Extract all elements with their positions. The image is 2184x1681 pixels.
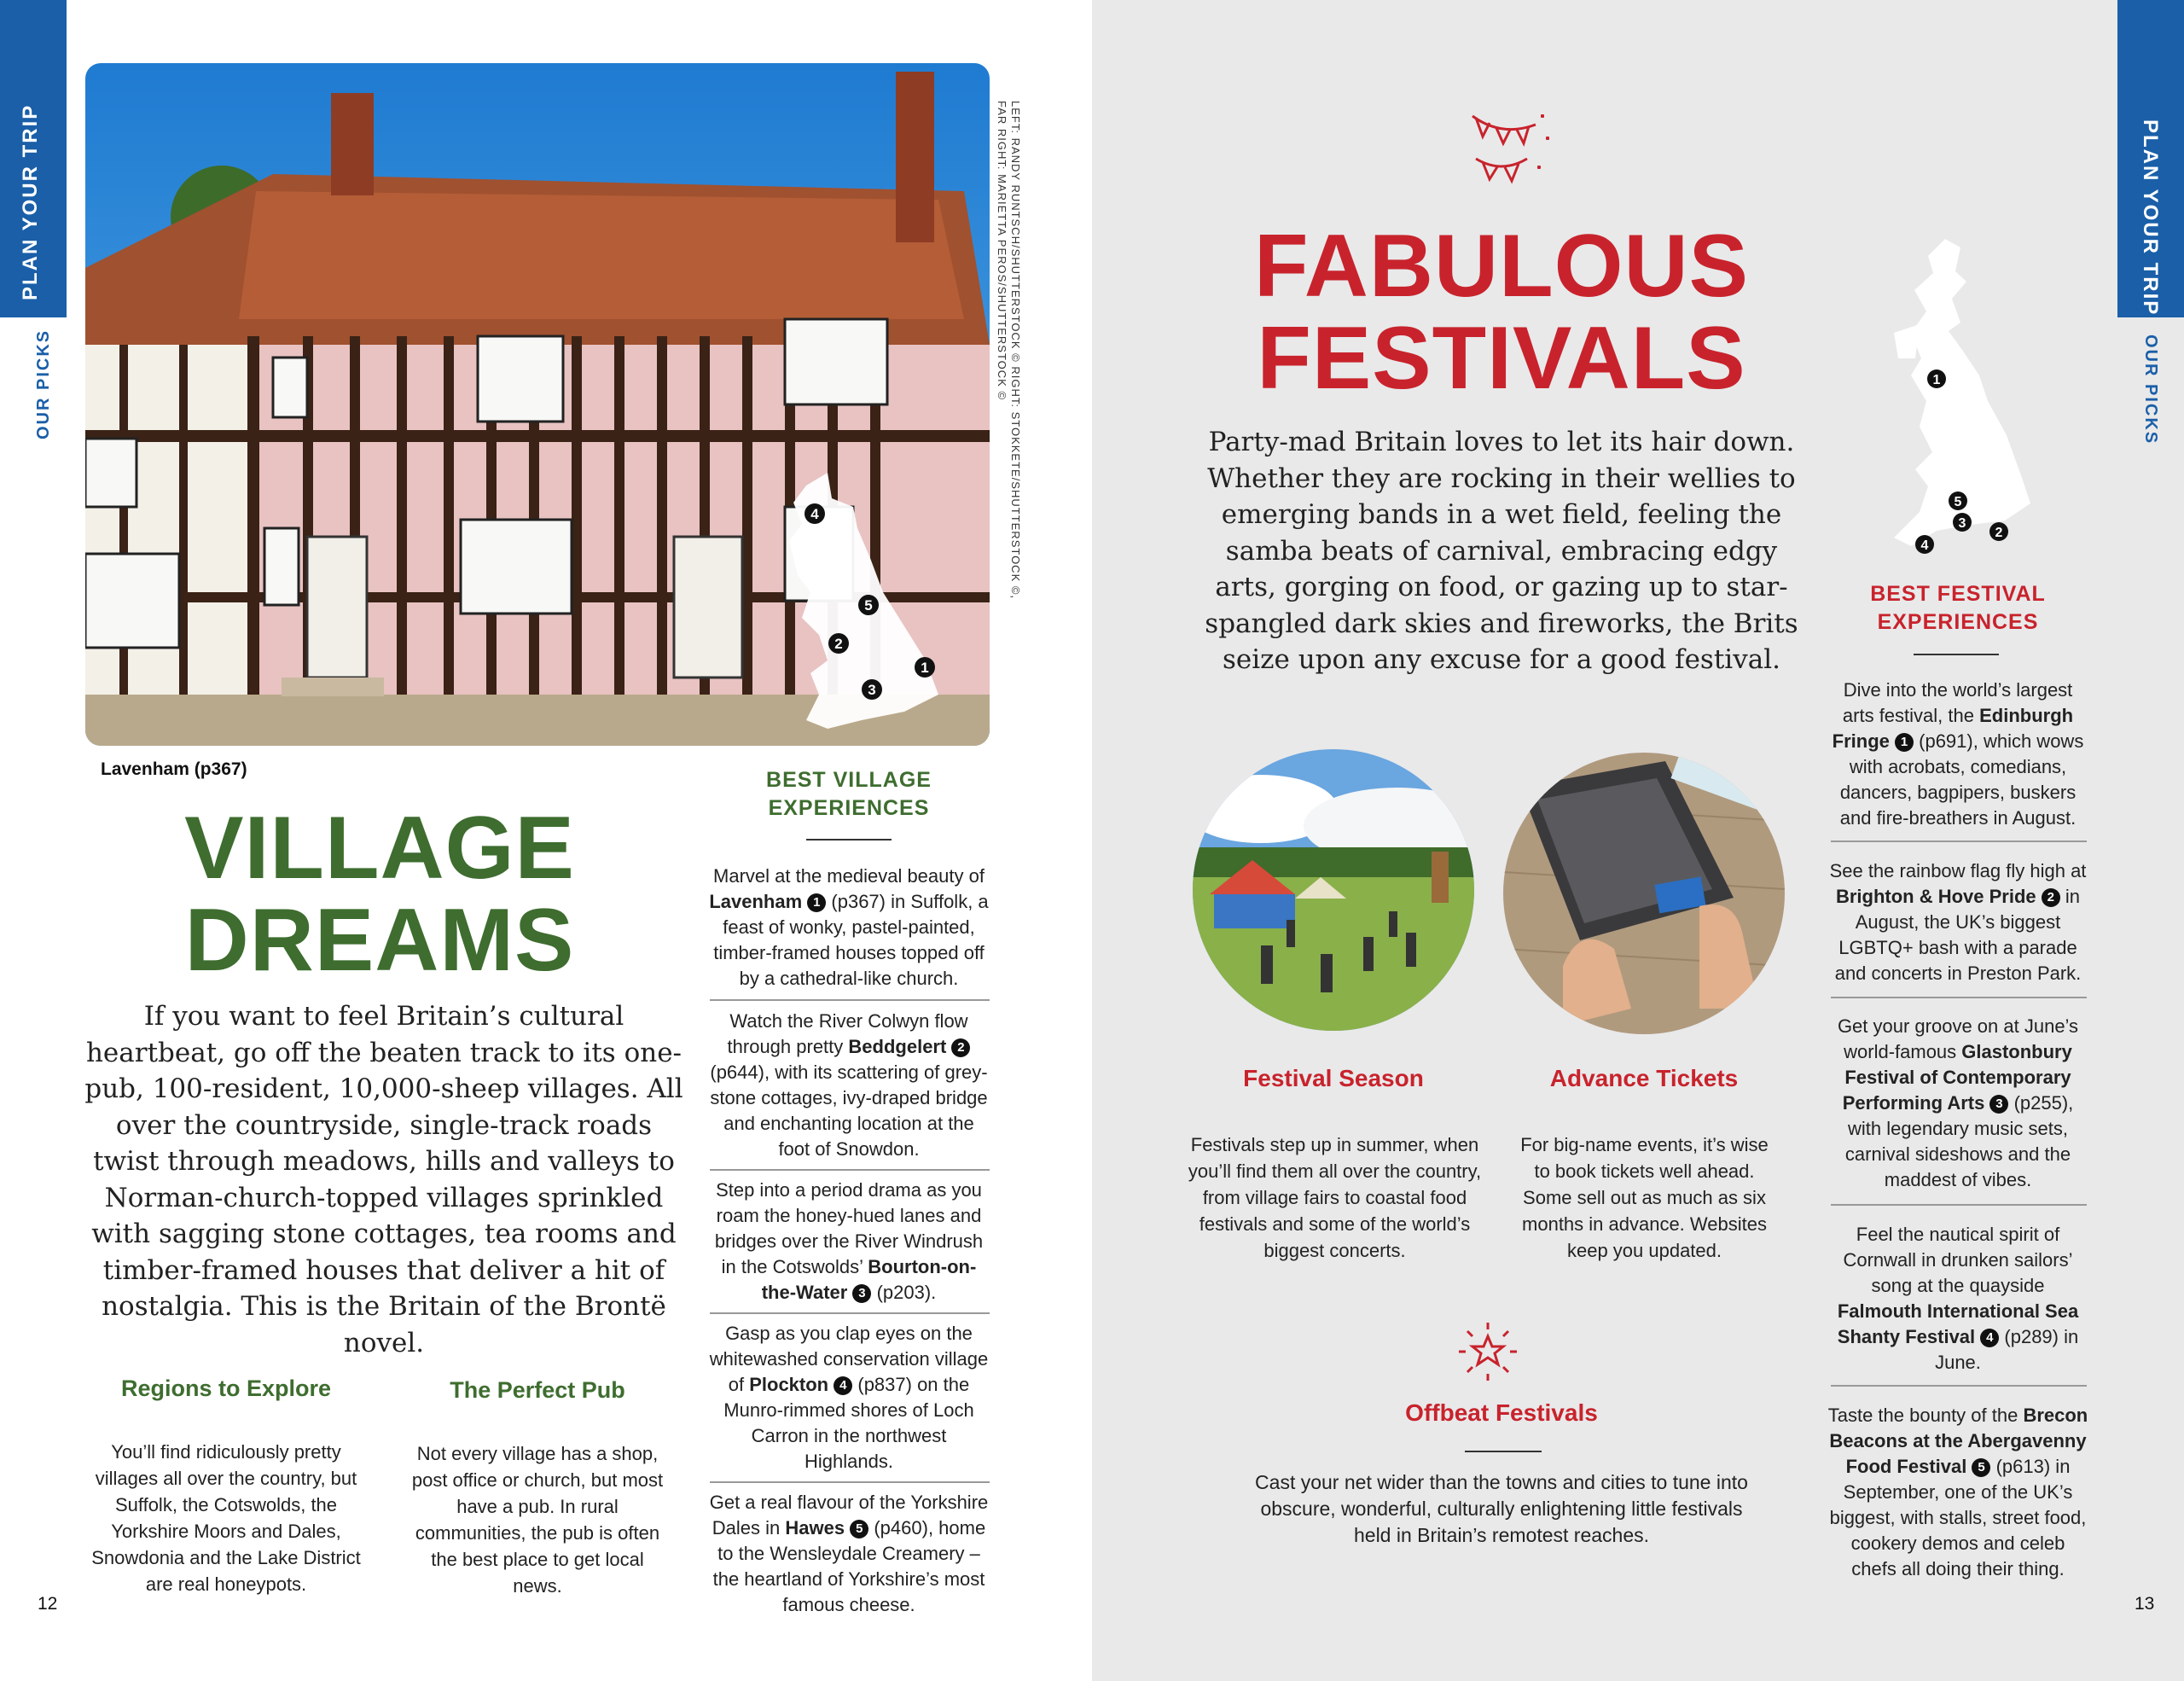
advance-tickets-heading: Advance Tickets xyxy=(1549,1065,1739,1091)
number-badge: 1 xyxy=(807,893,826,912)
credit-line-2: FAR RIGHT: MARIETTA PEROS/SHUTTERSTOCK © xyxy=(996,101,1008,401)
divider xyxy=(1831,1385,2087,1387)
plan-your-trip-tab[interactable] xyxy=(0,0,67,317)
best-village-heading xyxy=(717,766,981,823)
title-line-1: VILLAGE xyxy=(184,799,575,898)
number-badge: 3 xyxy=(1989,1095,2008,1114)
advance-tickets-text: For big-name events, it’s wise to book tickets well ahead. Some sell out as much as six months in advance. Websites keep you updated. xyxy=(1520,1134,1769,1261)
regions-text: You’ll find ridiculously pretty villages all over the country, but Suffolk, the Cotswolds, the Yorkshire Moors and Dales, Snowdonia and the Lake District are real honeypots. xyxy=(91,1441,361,1595)
offbeat-text: Cast your net wider than the towns and cities to tune into obscure, wonderful, culturally enlightening little festivals held in Britain’s remotest reaches. xyxy=(1255,1471,1748,1546)
plan-your-trip-label-right: PLAN YOUR TRIP xyxy=(2139,119,2162,317)
pub-heading: The Perfect Pub xyxy=(450,1377,625,1403)
uk-map-icon xyxy=(1860,230,2039,563)
map-marker-1: 1 xyxy=(1932,373,1941,387)
right-page xyxy=(1092,0,2184,1681)
divider xyxy=(710,999,990,1001)
plan-your-trip-label: PLAN YOUR TRIP xyxy=(19,103,42,300)
title-line-2: FESTIVALS xyxy=(1257,309,1746,408)
star-burst-icon xyxy=(1457,1321,1519,1382)
map-marker-2: 2 xyxy=(834,636,843,652)
title-line-1: FABULOUS xyxy=(1254,217,1749,316)
divider xyxy=(1831,1204,2087,1206)
divider xyxy=(1831,840,2087,842)
best-festival-heading xyxy=(1826,580,2090,637)
title-line-2: DREAMS xyxy=(184,891,575,990)
village-exp-4: Gasp as you clap eyes on the whitewashed conservation village of Plockton 4 (p837) on the Munro-rimmed shores of Loch Carron in the northwest Highlands. xyxy=(709,1323,989,1472)
best-heading-line-1: BEST FESTIVAL xyxy=(1870,582,2046,606)
festival-season-heading: Festival Season xyxy=(1243,1065,1424,1091)
map-marker-2: 2 xyxy=(1995,526,2003,540)
map-marker-1: 1 xyxy=(921,660,929,676)
page-number-left: 12 xyxy=(38,1594,58,1614)
divider xyxy=(710,1312,990,1314)
map-marker-3: 3 xyxy=(868,682,876,698)
village-exp-3: Step into a period drama as you roam the honey-hued lanes and bridges over the River Windrush in the Cotswolds’ Bourton-on-the-Water 3 (p203). xyxy=(714,1179,984,1303)
offbeat-heading: Offbeat Festivals xyxy=(1405,1399,1598,1426)
lavenham-photo xyxy=(85,63,990,746)
festival-exp-3: Get your groove on at June’s world-famous Glastonbury Festival of Contemporary Performing Arts 3 (p255), with legendary music sets, carnival sideshows and the maddest of vibes. xyxy=(1837,1015,2079,1190)
map-marker-4: 4 xyxy=(810,506,819,522)
number-badge: 5 xyxy=(1972,1458,1990,1477)
plan-your-trip-tab-right[interactable] xyxy=(2117,0,2184,317)
divider xyxy=(1831,997,2087,998)
heading-divider xyxy=(1914,654,1999,655)
divider xyxy=(710,1481,990,1483)
number-badge: 3 xyxy=(852,1284,871,1303)
number-badge: 4 xyxy=(1980,1329,1999,1347)
best-heading-line-1: BEST VILLAGE xyxy=(766,768,932,792)
regions-heading: Regions to Explore xyxy=(120,1376,332,1401)
intro-paragraph-right: Party-mad Britain loves to let its hair down. Whether they are rocking in their wellies to emerging bands in a wet field, feeling the samba beats of carnival, embracing edgy arts, gorging on food, or gazing up to star-spangled dark skies and fireworks, the Brits seize upon any excuse for a good festival. xyxy=(1205,427,1798,675)
village-exp-5: Get a real flavour of the Yorkshire Dales in Hawes 5 (p460), home to the Wensleydale Creamery – the heartland of Yorkshire’s most famous cheese. xyxy=(709,1492,989,1615)
village-exp-1: Marvel at the medieval beauty of Lavenham 1 (p367) in Suffolk, a feast of wonky, pastel-painted, timber-framed houses topped off by a cathedral-like church. xyxy=(709,865,989,989)
page-title-right xyxy=(1246,217,1757,408)
number-badge: 5 xyxy=(850,1520,868,1538)
intro-paragraph: If you want to feel Britain’s cultural heartbeat, go off the beaten track to its one-pub, 100-resident, 10,000-sheep villages. All over the countryside, single-track roads twist through meadows, hills and valleys to Norman-church-topped villages sprinkled with sagging stone cottages, tea rooms and timber-framed houses that deliver a hit of nostalgia. This is the Britain of the Brontë novel. xyxy=(84,1001,683,1358)
photo-caption: Lavenham (p367) xyxy=(101,759,247,779)
festival-season-text: Festivals step up in summer, when you’ll find them all over the country, from village fairs to coastal food festivals and some of the world’s biggest concerts. xyxy=(1188,1134,1482,1261)
village-exp-2: Watch the River Colwyn flow through pretty Beddgelert 2 (p644), with its scattering of grey-stone cottages, ivy-draped bridge and enchanting location at the foot of Snowdon. xyxy=(710,1010,988,1160)
credit-line-1: LEFT: RANDY RUNTSCH/SHUTTERSTOCK © RIGHT: STOKKETE/SHUTTERSTOCK ©, xyxy=(1009,101,1022,600)
our-picks-label-right: OUR PICKS xyxy=(2141,334,2160,445)
laptop-booking-photo xyxy=(1503,753,1785,1034)
festival-exp-1: Dive into the world’s largest arts festival, the Edinburgh Fringe 1 (p691), which wows with acrobats, comedians, dancers, bagpipers, buskers and fire-breathers in August. xyxy=(1832,679,2084,829)
festival-exp-4: Feel the nautical spirit of Cornwall in drunken sailors’ song at the quayside Falmouth International Sea Shanty Festival 4 (p289) in June. xyxy=(1837,1224,2079,1373)
map-marker-3: 3 xyxy=(1958,516,1966,531)
divider xyxy=(710,1169,990,1171)
best-heading-line-2: EXPERIENCES xyxy=(1877,610,2039,634)
map-marker-4: 4 xyxy=(1920,538,1929,553)
page-number-right: 13 xyxy=(2135,1594,2155,1614)
number-badge: 4 xyxy=(834,1376,852,1395)
best-heading-line-2: EXPERIENCES xyxy=(768,796,930,820)
offbeat-divider xyxy=(1465,1451,1542,1452)
number-badge: 2 xyxy=(951,1038,970,1057)
our-picks-label: OUR PICKS xyxy=(34,329,53,439)
map-marker-5: 5 xyxy=(1954,495,1962,509)
bunting-icon xyxy=(1467,108,1553,193)
festival-crowd-photo xyxy=(1193,749,1474,1031)
photo-credits xyxy=(995,101,1022,599)
page-title-left xyxy=(102,799,657,990)
number-badge: 2 xyxy=(2042,888,2060,907)
festival-exp-2: See the rainbow flag fly high at Brighton & Hove Pride 2 in August, the UK’s biggest LGBTQ+ bash with a parade and concerts in Preston Park. xyxy=(1829,860,2087,984)
map-marker-5: 5 xyxy=(864,597,873,614)
number-badge: 1 xyxy=(1895,733,1914,752)
festival-exp-5: Taste the bounty of the Brecon Beacons at the Abergavenny Food Festival 5 (p613) in September, one of the UK’s biggest, with stalls, street food, cookery demos and celeb chefs all doing their thing. xyxy=(1827,1405,2088,1579)
pub-text: Not every village has a shop, post office or church, but most have a pub. In rural communities, the pub is often the best place to get local news. xyxy=(411,1443,664,1597)
heading-divider xyxy=(806,839,892,840)
